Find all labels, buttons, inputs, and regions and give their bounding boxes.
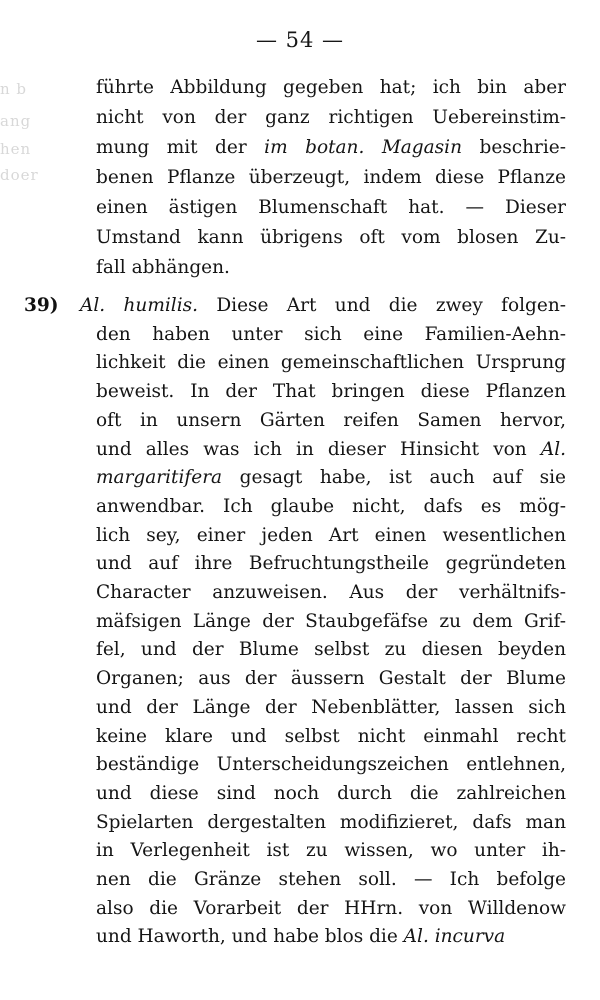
text-line: [96, 462, 566, 494]
text-line: lich sey, einer jeden Art einen wesentlichen: [96, 524, 566, 546]
text-segment: und Haworth, und habe blos die: [96, 926, 404, 948]
text-line: führte Abbildung gegeben hat; ich bin aber: [96, 77, 566, 98]
text-line: einen ästigen Blumenschaft hat. — Dieser: [96, 197, 566, 218]
italic-term: Al. incurva: [403, 926, 506, 948]
text-line: Spielarten dergestalten modifizieret, dafs man: [96, 811, 566, 833]
text-segment: und alles was ich in dieser Hinsicht von: [96, 438, 541, 460]
text-line: [96, 132, 566, 164]
section-number: 39): [24, 295, 59, 316]
text-line: beweist. In der That bringen diese Pflanzen: [96, 381, 566, 403]
text-line: anwendbar. Ich glaube nicht, dafs es mög-: [96, 495, 566, 517]
italic-term: Al. humilis.: [80, 295, 198, 316]
bleed-through-text: n b: [0, 80, 28, 98]
bleed-through-text: hen: [0, 140, 32, 158]
text-line: Character anzuweisen. Aus der verhältnifs-: [96, 582, 566, 603]
text-line: nen die Gränze stehen soll. — Ich befolge: [96, 869, 566, 890]
text-line: mäfsigen Länge der Staubgefäfse zu dem Grif-: [96, 610, 566, 632]
bleed-through-text: ang: [0, 112, 32, 130]
text-line: beständige Unterscheidungszeichen entlehnen,: [96, 754, 566, 776]
text-line: den haben unter sich eine Familien-Aehn-: [96, 323, 566, 345]
text-line: fel, und der Blume selbst zu diesen beyden: [96, 639, 566, 661]
italic-term: margaritifera: [96, 467, 223, 489]
text-segment: gesagt habe, ist auch auf sie: [222, 467, 566, 489]
bleed-through-text: doer: [0, 166, 39, 184]
text-line: [96, 921, 566, 953]
text-line: und diese sind noch durch die zahlreichen: [96, 782, 566, 804]
text-line: lichkeit die einen gemeinschaftlichen Ursprung: [96, 352, 566, 374]
text-line: und der Länge der Nebenblätter, lassen sich: [96, 696, 566, 718]
text-line: benen Pflanze überzeugt, indem diese Pflanze: [96, 167, 566, 188]
text-line: Organen; aus der äussern Gestalt der Blume: [96, 668, 566, 690]
text-line: fall abhängen.: [96, 257, 230, 278]
text-line: [96, 434, 566, 466]
text-line: und auf ihre Befruchtungstheile gegründeten: [96, 553, 566, 575]
text-line: oft in unsern Gärten reifen Samen hervor,: [96, 409, 566, 431]
text-segment: Diese Art und die zwey folgen-: [198, 295, 566, 316]
text-segment: mung mit der: [96, 137, 265, 158]
text-line: keine klare und selbst nicht einmahl recht: [96, 725, 566, 747]
text-line: Umstand kann übrigens oft vom blosen Zu-: [96, 227, 566, 248]
text-line: in Verlegenheit ist zu wissen, wo unter ih-: [96, 840, 566, 862]
text-line: nicht von der ganz richtigen Uebereinstim-: [96, 107, 566, 128]
italic-term: im botan. Magasin: [264, 137, 462, 158]
text-segment: beschrie-: [462, 137, 566, 158]
italic-term: Al.: [540, 438, 566, 460]
text-line: also die Vorarbeit der HHrn. von Willdenow: [96, 897, 566, 919]
text-line: [80, 290, 566, 322]
page-number: — 54 —: [255, 28, 345, 52]
